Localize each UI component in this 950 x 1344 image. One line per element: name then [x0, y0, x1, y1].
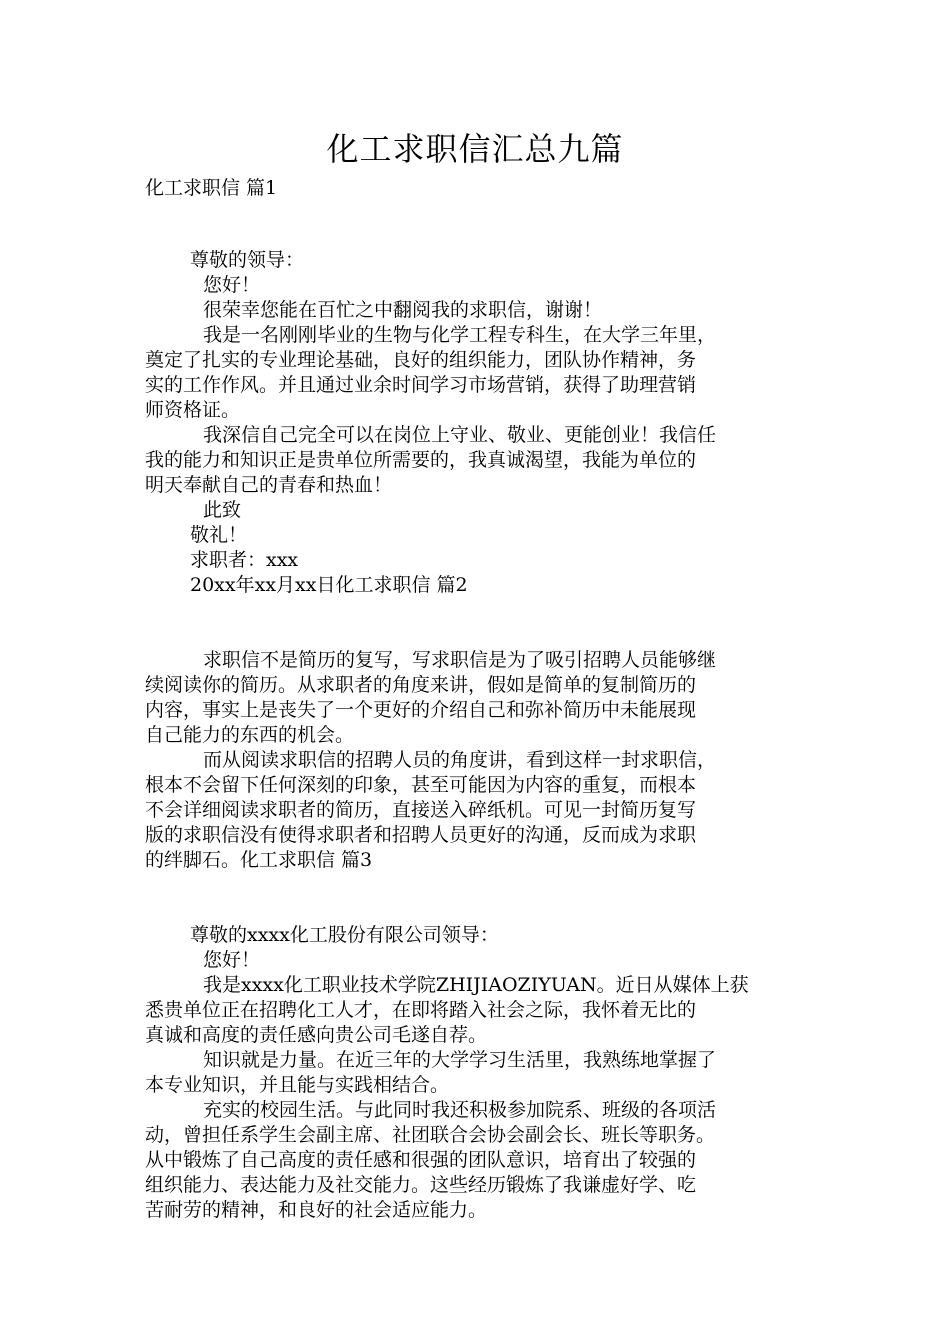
text-line: 充实的校园生活。与此同时我还积极参加院系、班级的各项活 — [203, 1099, 717, 1121]
text-line: 求职者：xxx — [190, 549, 299, 571]
letter-section-3 — [145, 923, 815, 1223]
text-line: 师资格证。 — [145, 399, 241, 421]
text-line: 组织能力、表达能力及社交能力。这些经历锻炼了我谦虚好学、吃 — [145, 1174, 697, 1196]
letter-section-1 — [145, 248, 815, 598]
text-line: 您好！ — [203, 949, 261, 971]
text-line: 而从阅读求职信的招聘人员的角度讲，看到这样一封求职信， — [203, 749, 717, 771]
text-line: 本专业知识，并且能与实践相结合。 — [145, 1074, 450, 1096]
text-line: 动，曾担任系学生会副主席、社团联合会协会副会长、班长等职务。 — [145, 1124, 716, 1146]
text-line: 我是一名刚刚毕业的生物与化学工程专科生，在大学三年里， — [203, 324, 717, 346]
text-line: 从中锻炼了自己高度的责任感和很强的团队意识，培育出了较强的 — [145, 1149, 697, 1171]
text-line: 悉贵单位正在招聘化工人才，在即将踏入社会之际，我怀着无比的 — [145, 999, 697, 1021]
text-line: 苦耐劳的精神，和良好的社会适应能力。 — [145, 1199, 488, 1221]
letter-section-2 — [145, 648, 815, 873]
text-line: 我深信自己完全可以在岗位上守业、敬业、更能创业！我信任 — [203, 424, 717, 446]
text-line: 此致 — [203, 499, 242, 521]
text-line: 尊敬的xxxx化工股份有限公司领导： — [190, 924, 499, 946]
text-line: 内容，事实上是丧失了一个更好的介绍自己和弥补简历中未能展现 — [145, 699, 697, 721]
text-line: 版的求职信没有使得求职者和招聘人员更好的沟通，反而成为求职 — [145, 824, 697, 846]
text-line: 敬礼！ — [190, 524, 248, 546]
text-line: 20xx年xx月xx日化工求职信 篇2 — [190, 574, 468, 596]
text-line: 奠定了扎实的专业理论基础，良好的组织能力，团队协作精神，务 — [145, 349, 697, 371]
text-line: 我的能力和知识正是贵单位所需要的，我真诚渴望，我能为单位的 — [145, 449, 697, 471]
text-line: 知识就是力量。在近三年的大学学习生活里，我熟练地掌握了 — [203, 1049, 717, 1071]
text-line: 不会详细阅读求职者的简历，直接送入碎纸机。可见一封简历复写 — [145, 799, 697, 821]
text-line: 自己能力的东西的机会。 — [145, 724, 355, 746]
text-line: 真诚和高度的责任感向贵公司毛遂自荐。 — [145, 1024, 488, 1046]
text-line: 尊敬的领导： — [190, 249, 305, 271]
section-heading: 化工求职信 篇1 — [145, 177, 278, 199]
text-line: 明天奉献自己的青春和热血！ — [145, 474, 393, 496]
text-line: 实的工作作风。并且通过业余时间学习市场营销，获得了助理营销 — [145, 374, 697, 396]
text-line: 的绊脚石。化工求职信 篇3 — [145, 849, 373, 871]
text-line: 根本不会留下任何深刻的印象，甚至可能因为内容的重复，而根本 — [145, 774, 697, 796]
text-line: 求职信不是简历的复写，写求职信是为了吸引招聘人员能够继 — [203, 649, 717, 671]
text-line: 很荣幸您能在百忙之中翻阅我的求职信，谢谢！ — [203, 299, 603, 321]
text-line: 您好！ — [203, 274, 261, 296]
document-title: 化工求职信汇总九篇 — [326, 130, 624, 168]
text-line: 续阅读你的简历。从求职者的角度来讲，假如是简单的复制简历的 — [145, 674, 697, 696]
text-line: 我是xxxx化工职业技术学院ZHIJIAOZIYUAN。近日从媒体上获 — [203, 974, 749, 996]
